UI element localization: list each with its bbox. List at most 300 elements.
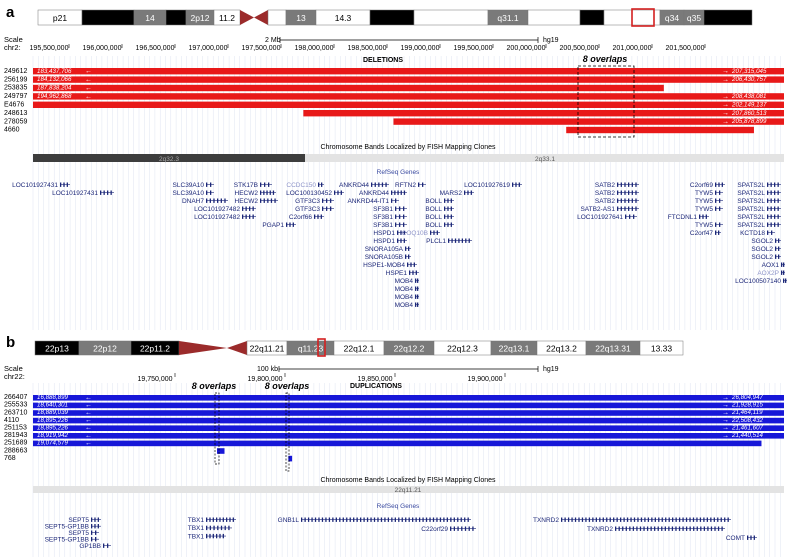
gene-exon	[412, 271, 413, 275]
cnv-end-coordinate: 208,438,081	[732, 93, 767, 100]
gene-exon	[430, 231, 431, 235]
cnv-start-coordinate: 18,895,226	[37, 424, 68, 432]
overlaps-label-b1: 8 overlaps	[191, 381, 237, 391]
gene-exon	[700, 518, 701, 522]
sample-id: 256199	[4, 76, 28, 84]
gene-exon	[571, 518, 572, 522]
gene-exon	[621, 207, 622, 211]
gene-exon	[321, 183, 322, 187]
ideogram-band-label: q35	[686, 12, 702, 23]
cnv-bar	[33, 410, 784, 416]
gene-exon	[415, 295, 416, 299]
gene-label: MARS2	[439, 190, 462, 197]
ideogram-band-label: 2p12	[190, 12, 210, 23]
gene-exon	[624, 207, 625, 211]
gene-exon	[206, 199, 207, 203]
gene-exon	[468, 518, 469, 522]
gene-exon	[451, 199, 452, 203]
gene-exon	[91, 524, 92, 528]
ideogram-band-label: p21	[52, 12, 68, 23]
gene-exon	[650, 527, 651, 531]
gene-exon	[461, 527, 462, 531]
gene-exon	[221, 199, 222, 203]
gene-label: PLCL1	[426, 238, 446, 245]
ideogram-band	[268, 10, 286, 25]
ideogram-band-label: 22q13.31	[595, 343, 631, 354]
gene-label: SGOL2	[751, 254, 773, 261]
gene-exon	[326, 199, 327, 203]
centromere	[240, 10, 254, 25]
gene-label: BOLL	[425, 206, 442, 213]
gene-exon	[623, 518, 624, 522]
scale-label-a: Scale	[4, 35, 23, 44]
gene-exon	[461, 518, 462, 522]
gene-label: SPATS2L	[737, 190, 765, 197]
gene-label: KCTD18	[740, 230, 765, 237]
cnv-bar	[33, 85, 664, 91]
ideogram-band-label: 22p13	[45, 343, 69, 354]
sample-id: 251689	[4, 439, 28, 447]
ideogram-band-label: 22p12	[93, 343, 117, 354]
gene-exon	[397, 231, 398, 235]
gene-exon	[697, 527, 698, 531]
gene-exon	[711, 527, 712, 531]
gene-exon	[617, 199, 618, 203]
gene-exon	[771, 191, 772, 195]
gene-exon	[433, 231, 434, 235]
cnv-bar	[33, 93, 784, 99]
gene-label: GTF3C3	[295, 206, 320, 213]
gene-label: HSPE1-MOB4	[363, 262, 405, 269]
gene-exon	[426, 518, 427, 522]
gene-exon	[249, 215, 250, 219]
gene-exon	[714, 527, 715, 531]
gene-exon	[603, 518, 604, 522]
gene-exon	[260, 191, 261, 195]
gene-exon	[304, 518, 305, 522]
gene-label: SEPT5	[68, 530, 89, 537]
gene-exon	[206, 518, 207, 522]
tick-label: 197,000,000	[188, 45, 228, 52]
gene-exon	[451, 207, 452, 211]
gene-exon	[95, 537, 96, 541]
gene-label: SF3B1	[373, 206, 393, 213]
scale-bar-label-b: 100 kb	[257, 366, 279, 373]
ideogram-band-label: 22q12.2	[393, 343, 425, 354]
tick-label: 19,850,000	[357, 376, 393, 383]
panel-b	[4, 334, 784, 557]
gene-exon	[350, 518, 351, 522]
coordinate-ticks-a	[30, 44, 705, 52]
gene-exon	[104, 191, 105, 195]
gene-label: LOC100507140	[735, 278, 781, 285]
cnv-start-coordinate: 18,889,039	[37, 409, 68, 417]
gene-exon	[636, 527, 637, 531]
gene-exon	[399, 207, 400, 211]
gene-label: BOLL	[425, 222, 442, 229]
gene-exon	[417, 295, 418, 299]
band-label: 22q11.21	[394, 487, 422, 494]
gene-exon	[210, 526, 211, 530]
gene-exon	[103, 544, 104, 548]
gene-exon	[464, 191, 465, 195]
gene-exon	[778, 247, 779, 251]
gene-exon	[322, 207, 323, 211]
gene-exon	[308, 518, 309, 522]
gene-label: LOC101927482	[194, 206, 240, 213]
gene-label: MOB4	[394, 302, 413, 309]
gene-exon	[702, 215, 703, 219]
gene-exon	[315, 518, 316, 522]
gene-exon	[418, 183, 419, 187]
gene-exon	[233, 518, 234, 522]
gene-label: GP1BB	[79, 543, 101, 550]
gene-exon	[263, 191, 264, 195]
ideogram-band-label: 11.2	[219, 12, 235, 23]
gene-exon	[436, 518, 437, 522]
gene-exon	[332, 518, 333, 522]
gene-exon	[447, 518, 448, 522]
sample-id: E4676	[4, 101, 25, 109]
gene-exon	[377, 518, 378, 522]
gene-exon	[628, 183, 629, 187]
centromere	[179, 341, 227, 355]
gene-exon	[242, 215, 243, 219]
gene-exon	[718, 527, 719, 531]
gene-exon	[318, 183, 319, 187]
gene-exon	[767, 215, 768, 219]
gene-exon	[219, 534, 220, 538]
gene-exon	[715, 207, 716, 211]
gene-exon	[774, 183, 775, 187]
chromosome-2-ideogram	[38, 10, 752, 25]
gene-label: SF3B1	[373, 214, 393, 221]
gene-label: DNAH7	[181, 198, 204, 205]
gene-label: SPATS2L	[737, 206, 765, 213]
gene-exon	[213, 199, 214, 203]
gene-exon	[408, 247, 409, 251]
right-arrow-icon: →	[722, 417, 729, 425]
gene-exon	[451, 215, 452, 219]
gene-label: HSPD1	[373, 238, 395, 245]
gene-exon	[209, 518, 210, 522]
gene-label: LOC100130452	[286, 190, 332, 197]
gene-exon	[286, 223, 287, 227]
gene-exon	[337, 191, 338, 195]
cnv-start-coordinate: 16,888,899	[37, 394, 68, 401]
ideogram-band	[704, 10, 752, 25]
gene-exon	[264, 199, 265, 203]
gene-exon	[330, 199, 331, 203]
gene-exon	[589, 518, 590, 522]
gene-label: HSPE1	[385, 270, 407, 277]
gene-exon	[405, 247, 406, 251]
gene-exon	[447, 215, 448, 219]
gene-exon	[767, 191, 768, 195]
gene-label: SATB2	[594, 182, 615, 189]
gene-exon	[706, 215, 707, 219]
gene-exon	[715, 183, 716, 187]
gene-exon	[624, 183, 625, 187]
gene-exon	[322, 199, 323, 203]
gene-exon	[311, 518, 312, 522]
gene-label: SLC39A10	[172, 190, 204, 197]
gene-label: CCDC150	[286, 182, 316, 189]
gene-exon	[613, 518, 614, 522]
gene-exon	[767, 199, 768, 203]
gene-exon	[774, 207, 775, 211]
duplication-rows	[4, 394, 784, 462]
gene-exon	[700, 527, 701, 531]
gene-exon	[433, 518, 434, 522]
gene-exon	[60, 183, 61, 187]
gene-exon	[444, 199, 445, 203]
gene-exon	[404, 239, 405, 243]
gene-exon	[774, 223, 775, 227]
gene-exon	[785, 279, 786, 283]
cnv-end-coordinate: 206,430,757	[732, 76, 767, 84]
ideogram-band-label: 22q13.1	[498, 343, 530, 354]
gene-exon	[679, 518, 680, 522]
gene-exon	[301, 518, 302, 522]
gene-exon	[397, 239, 398, 243]
tick-label: 200,500,000	[559, 45, 599, 52]
gene-exon	[246, 215, 247, 219]
gene-exon	[415, 287, 416, 291]
gene-exon	[630, 518, 631, 522]
sample-id: 249797	[4, 93, 28, 101]
gene-exon	[454, 518, 455, 522]
gene-exon	[655, 518, 656, 522]
gene-exon	[228, 526, 229, 530]
gene-exon	[462, 239, 463, 243]
gene-exon	[415, 303, 416, 307]
gene-exon	[665, 527, 666, 531]
sample-id: 255533	[4, 401, 28, 409]
cnv-start-coordinate: 184,132,066	[37, 76, 72, 84]
gene-exon	[469, 239, 470, 243]
gene-exon	[266, 191, 267, 195]
tick-label: 198,500,000	[347, 45, 387, 52]
left-arrow-icon: ←	[85, 68, 92, 76]
ideogram-band-label: 14.3	[334, 12, 352, 23]
gridlines-b	[33, 383, 780, 557]
gene-exon	[719, 223, 720, 227]
gene-label: GNB1L	[277, 517, 299, 524]
tick-label: 196,000,000	[82, 45, 122, 52]
gene-exon	[321, 215, 322, 219]
gene-exon	[450, 518, 451, 522]
deletions-title: DELETIONS	[362, 57, 404, 64]
gene-exon	[107, 544, 108, 548]
gene-exon	[270, 191, 271, 195]
gene-label: AOX2P	[757, 270, 779, 277]
gene-exon	[686, 518, 687, 522]
gene-exon	[633, 215, 634, 219]
gene-exon	[728, 518, 729, 522]
tick-label: 197,500,000	[241, 45, 281, 52]
gene-exon	[253, 207, 254, 211]
gene-exon	[675, 518, 676, 522]
gene-exon	[651, 518, 652, 522]
tick-label: 201,500,000	[665, 45, 705, 52]
ideogram-band	[166, 10, 186, 25]
gene-exon	[774, 199, 775, 203]
gene-exon	[407, 263, 408, 267]
gene-label: SPATS2L	[737, 222, 765, 229]
gene-exon	[778, 223, 779, 227]
gene-exon	[771, 183, 772, 187]
gene-exon	[443, 518, 444, 522]
gene-exon	[451, 239, 452, 243]
gene-label: STK17B	[233, 182, 258, 189]
cnv-start-coordinate: 18,640,301	[37, 401, 68, 409]
right-arrow-icon: →	[722, 394, 729, 402]
gene-exon	[403, 215, 404, 219]
gene-exon	[391, 199, 392, 203]
gene-exon	[472, 527, 473, 531]
gene-exon	[395, 223, 396, 227]
gene-label: LOC101927482	[194, 214, 240, 221]
chrom-label-b: chr22:	[4, 372, 25, 381]
gene-exon	[575, 518, 576, 522]
gene-exon	[213, 526, 214, 530]
gene-exon	[515, 183, 516, 187]
gene-exon	[367, 518, 368, 522]
gene-exon	[329, 518, 330, 522]
gene-exon	[629, 527, 630, 531]
gene-exon	[635, 199, 636, 203]
left-arrow-icon: ←	[85, 76, 92, 84]
gene-exon	[783, 271, 784, 275]
gene-exon	[619, 527, 620, 531]
gene-exon	[363, 518, 364, 522]
gene-exon	[223, 518, 224, 522]
deletion-rows	[4, 68, 784, 134]
gene-exon	[271, 199, 272, 203]
gene-exon	[682, 527, 683, 531]
gene-exon	[360, 518, 361, 522]
refseq-title-a: RefSeq Genes	[376, 169, 420, 176]
gene-label: MOB4	[394, 294, 413, 301]
gene-exon	[206, 526, 207, 530]
gene-label: AOX1	[761, 262, 779, 269]
gene-exon	[334, 191, 335, 195]
gene-exon	[635, 183, 636, 187]
gene-exon	[707, 518, 708, 522]
band-label: 2q33.1	[535, 156, 555, 163]
cnv-bar	[33, 76, 784, 82]
gene-exon	[217, 199, 218, 203]
cnv-end-coordinate: 202,149,137	[732, 101, 767, 109]
tick-label: 195,500,000	[29, 45, 69, 52]
gene-exon	[375, 183, 376, 187]
gene-label: ANKRD44-IT1	[347, 198, 389, 205]
gene-exon	[336, 518, 337, 522]
gene-label: TYW5	[694, 206, 713, 213]
cnv-end-coordinate: 207,315,045	[732, 67, 767, 75]
gene-exon	[422, 183, 423, 187]
gene-exon	[561, 518, 562, 522]
gene-exon	[450, 527, 451, 531]
cnv-start-coordinate: 18,895,226	[37, 416, 68, 424]
gene-exon	[448, 239, 449, 243]
gene-exon	[627, 518, 628, 522]
overlaps-label-a: 8 overlaps	[582, 54, 628, 64]
gene-exon	[634, 518, 635, 522]
gene-exon	[689, 518, 690, 522]
gene-exon	[721, 518, 722, 522]
cnv-start-coordinate: 183,437,706	[37, 67, 72, 75]
gene-exon	[783, 263, 784, 267]
gene-exon	[469, 527, 470, 531]
ideogram-band-label: 14	[145, 12, 155, 23]
gene-exon	[617, 207, 618, 211]
gene-exon	[404, 191, 405, 195]
gene-exon	[625, 215, 626, 219]
gene-exon	[707, 527, 708, 531]
cnv-end-coordinate: 21,461,607	[732, 424, 763, 432]
gene-label: SATB2	[594, 198, 615, 205]
gene-exon	[620, 518, 621, 522]
gene-exon	[719, 199, 720, 203]
left-arrow-icon: ←	[85, 432, 92, 440]
gene-label: SEPT5-GP1BB	[44, 523, 89, 531]
gene-exon	[409, 271, 410, 275]
gene-exon	[357, 518, 358, 522]
gene-exon	[637, 518, 638, 522]
gene-exon	[774, 191, 775, 195]
gene-exon	[318, 518, 319, 522]
gene-label: SF3B1	[373, 222, 393, 229]
chromosome-22-ideogram	[35, 341, 683, 355]
tick-label: 19,800,000	[247, 376, 283, 383]
gene-label: COQ10B	[401, 230, 428, 237]
gene-label: SNORA105B	[364, 254, 403, 261]
gene-exon	[415, 279, 416, 283]
gene-exon	[778, 239, 779, 243]
gene-label: BOLL	[425, 214, 442, 221]
gene-label: MOB4	[394, 286, 413, 293]
gene-label: TXNRD2	[532, 517, 559, 524]
gene-exon	[781, 263, 782, 267]
gene-exon	[654, 527, 655, 531]
gene-exon	[260, 199, 261, 203]
sample-id: 253835	[4, 84, 28, 92]
cnv-end-coordinate: 21,928,915	[732, 401, 763, 409]
tick-label: 199,000,000	[400, 45, 440, 52]
cnv-start-coordinate: 187,838,204	[37, 84, 72, 92]
gene-exon	[624, 199, 625, 203]
assembly-label-b: hg19	[543, 366, 559, 373]
gene-label: COMT	[725, 535, 745, 542]
right-arrow-icon: →	[722, 110, 729, 118]
gene-exon	[621, 183, 622, 187]
gene-exon	[111, 191, 112, 195]
gene-exon	[721, 527, 722, 531]
gene-exon	[471, 191, 472, 195]
gene-exon	[378, 183, 379, 187]
gene-exon	[98, 524, 99, 528]
gene-exon	[210, 199, 211, 203]
gene-exon	[703, 518, 704, 522]
gene-exon	[249, 207, 250, 211]
gene-exon	[767, 231, 768, 235]
gene-exon	[771, 231, 772, 235]
ideogram-band-label: 22p11.2	[139, 343, 171, 354]
gene-exon	[381, 518, 382, 522]
ideogram-band-label: 22q12.1	[343, 343, 375, 354]
